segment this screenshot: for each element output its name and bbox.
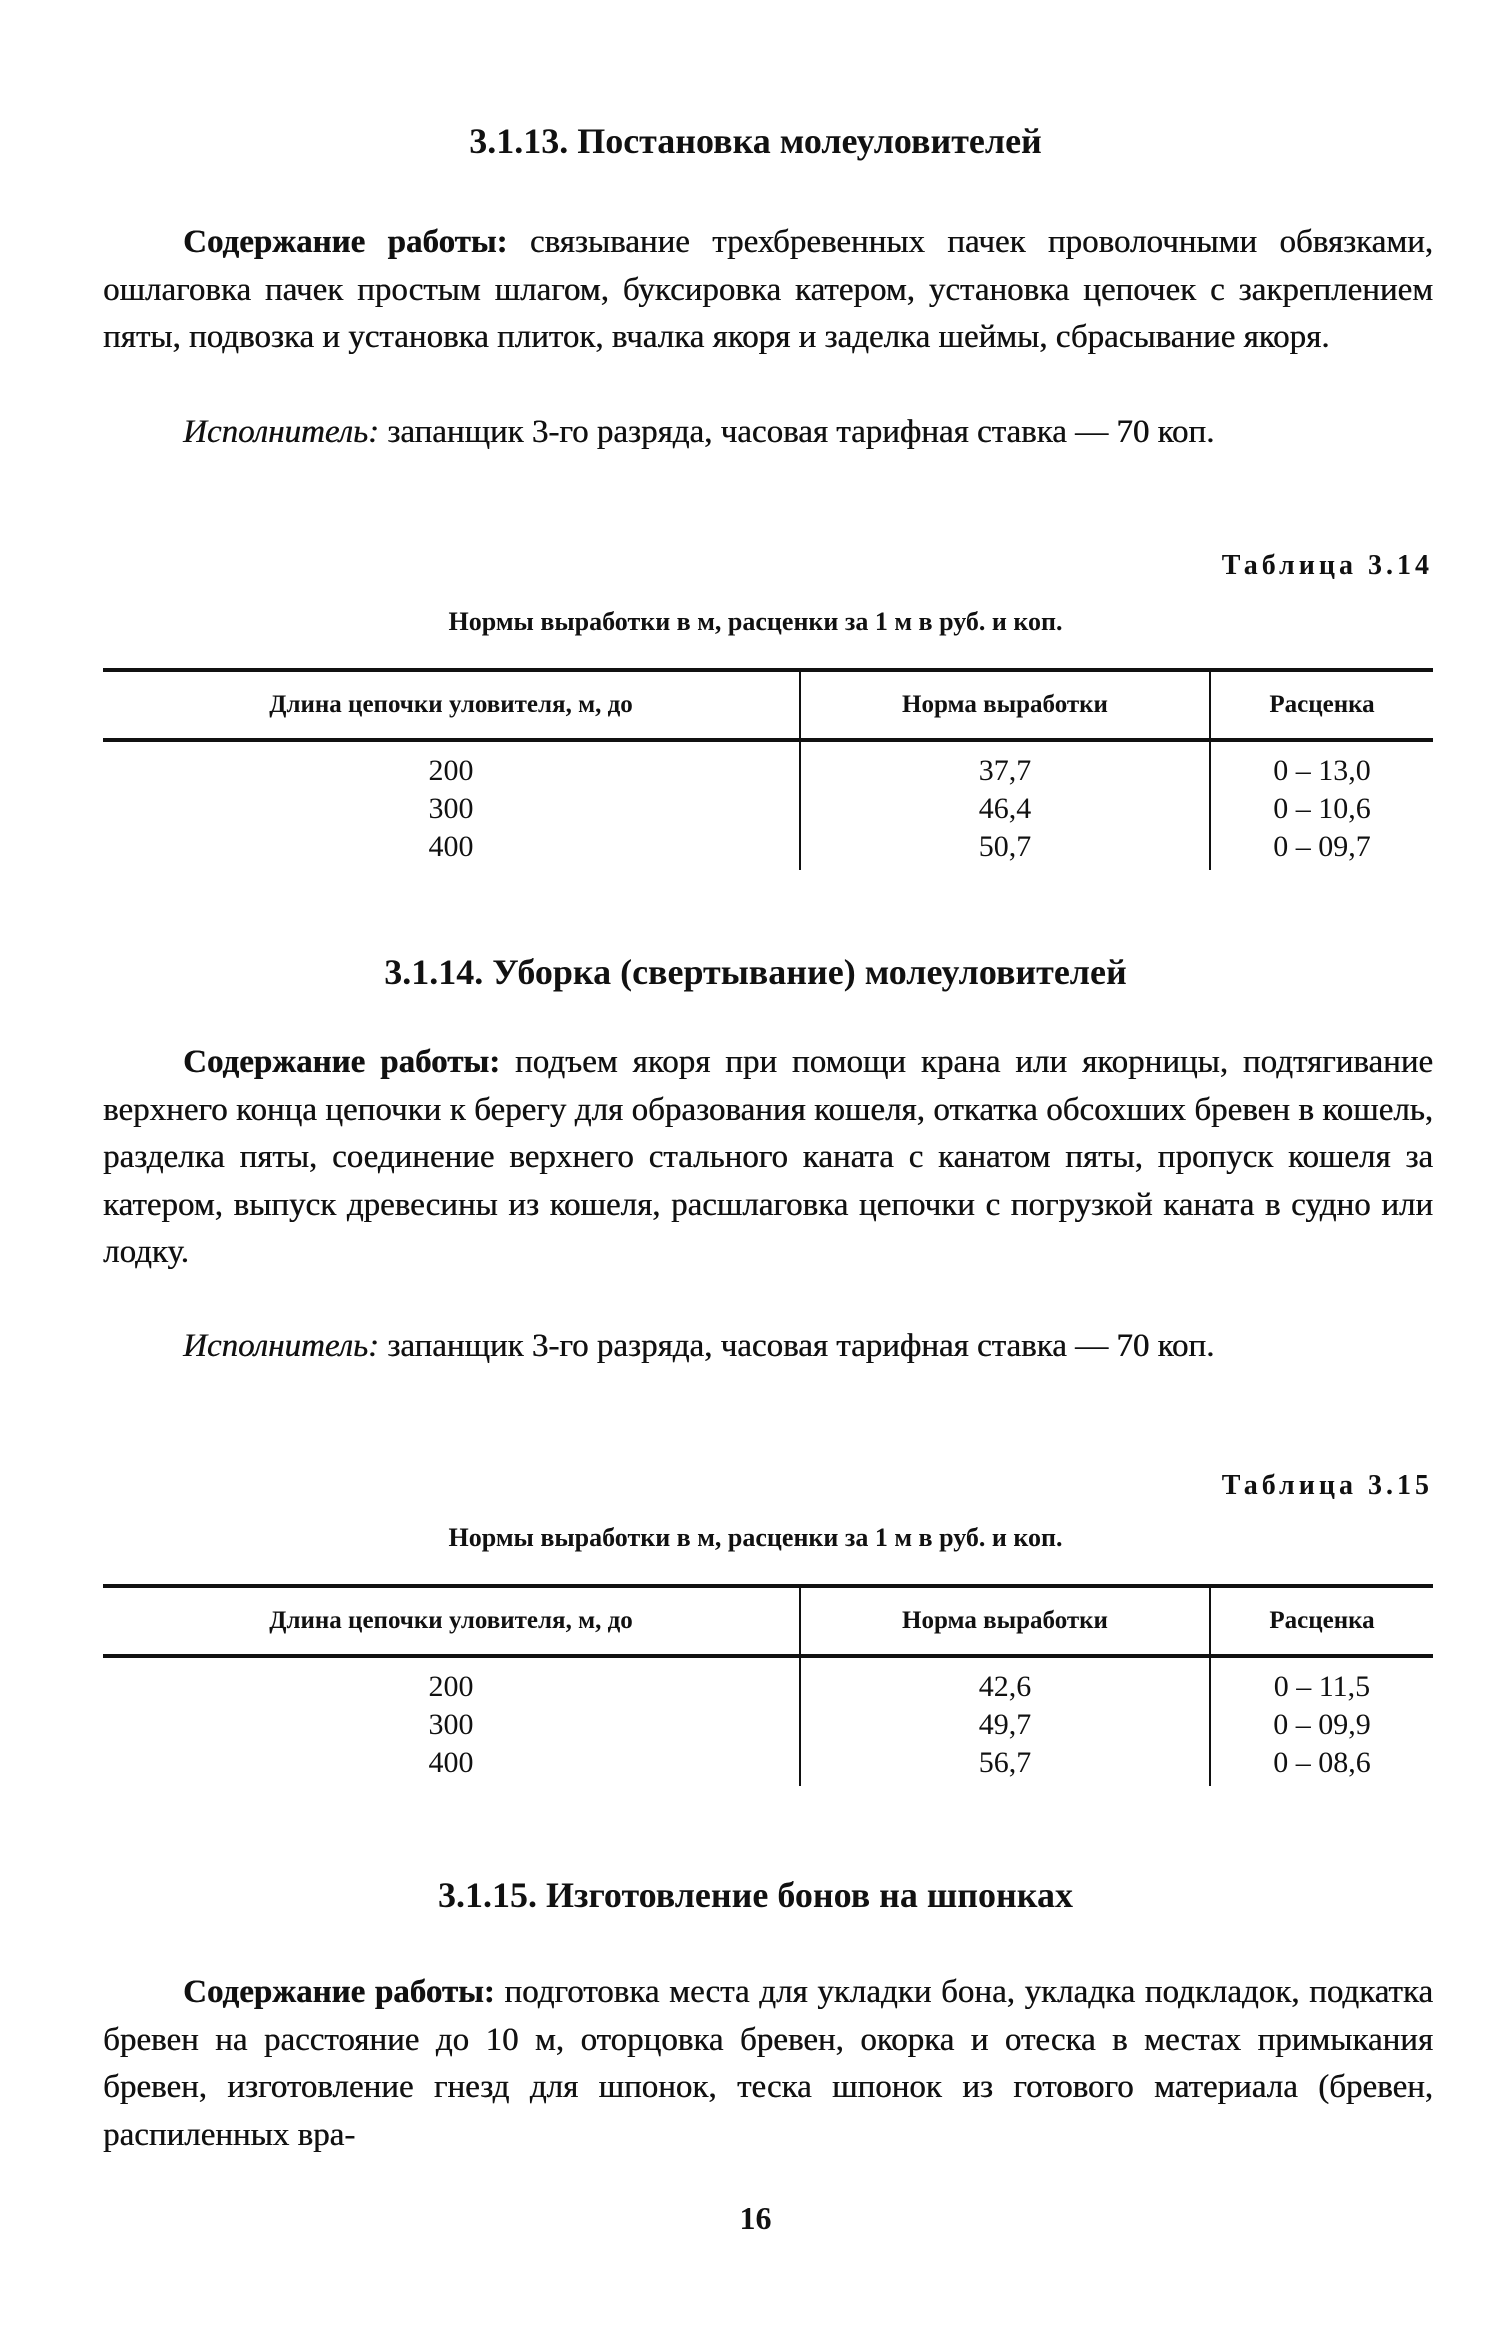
content-text: подъем якоря при помощи крана или якорницы, подтягивание верхнего конца цепочки к берегу для образования кошеля, откатка обсохших бревен в кошель, разделка пяты, соединение верхнего стального каната с канатом пяты, пропуск кошеля за катером, выпуск древесины из кошеля, расшлаговка цепочки с погрузкой каната в судно или лодку. — [103, 1044, 1433, 1270]
table-cell: 0 – 11,5 — [1210, 1656, 1433, 1706]
column-header: Норма выработки — [800, 1586, 1210, 1656]
table-row — [103, 1744, 1433, 1786]
section-executor — [103, 409, 1433, 457]
table-cell: 400 — [428, 1746, 474, 1779]
table-cell: 0 – 09,9 — [1210, 1706, 1433, 1744]
table-caption: Нормы выработки в м, расценки за 1 м в руб. и коп. — [448, 607, 1063, 636]
section-heading: 3.1.13. Постановка молеуловителей — [469, 121, 1042, 161]
table-row — [103, 1656, 1433, 1706]
column-header: Длина цепочки уловителя, м, до — [103, 670, 800, 740]
page-number: 16 — [739, 2200, 772, 2236]
executor-text: запанщик 3-го разряда, часовая тарифная ставка — 70 коп. — [378, 1328, 1215, 1364]
table-row — [103, 740, 1433, 790]
content-label: Содержание работы: — [183, 1044, 501, 1080]
table-row — [103, 828, 1433, 870]
table-cell: 300 — [428, 792, 474, 825]
table-cell: 56,7 — [800, 1744, 1210, 1786]
table-cell: 200 — [428, 1670, 474, 1703]
section-content — [103, 219, 1433, 362]
content-text: подготовка места для укладки бона, укладка подкладок, подкатка бревен на расстояние до 10 м, оторцовка бревен, окорка и отеска в местах примыкания бревен, изготовление гнезд для шпонок, теска шпонок из готового материала (бревен, распиленных вра- — [103, 1974, 1433, 2153]
table-cell: 0 – 08,6 — [1210, 1744, 1433, 1786]
section-heading: 3.1.15. Изготовление бонов на шпонках — [438, 1875, 1073, 1915]
section-content — [103, 1039, 1433, 1277]
executor-label: Исполнитель: — [183, 414, 379, 450]
table-cell: 0 – 10,6 — [1210, 790, 1433, 828]
table-cell: 50,7 — [800, 828, 1210, 870]
content-text: связывание трехбревенных пачек проволочными обвязками, ошлаговка пачек простым шлагом, буксировка катером, установка цепочек с закреплением пяты, подвозка и установка плиток, вчалка якоря и заделка шеймы, сбрасывание якоря. — [103, 224, 1433, 355]
executor-text: запанщик 3-го разряда, часовая тарифная ставка — 70 коп. — [378, 414, 1215, 450]
column-header: Расценка — [1210, 1586, 1433, 1656]
column-header: Длина цепочки уловителя, м, до — [103, 1586, 800, 1656]
table-cell: 300 — [428, 1708, 474, 1741]
content-label: Содержание работы: — [183, 224, 508, 260]
table-cell: 49,7 — [800, 1706, 1210, 1744]
table-cell: 42,6 — [800, 1656, 1210, 1706]
table-row — [103, 790, 1433, 828]
table-label: Таблица 3.14 — [1221, 550, 1433, 581]
table-3-14 — [103, 668, 1433, 870]
table-row — [103, 1706, 1433, 1744]
section-executor — [103, 1323, 1433, 1371]
table-caption: Нормы выработки в м, расценки за 1 м в руб. и коп. — [448, 1523, 1063, 1552]
table-cell: 400 — [428, 830, 474, 863]
table-cell: 46,4 — [800, 790, 1210, 828]
table-label: Таблица 3.15 — [1221, 1470, 1433, 1501]
section-content — [103, 1969, 1433, 2159]
content-label: Содержание работы: — [183, 1974, 495, 2010]
table-cell: 0 – 13,0 — [1210, 740, 1433, 790]
table-cell: 0 – 09,7 — [1210, 828, 1433, 870]
table-cell: 200 — [428, 754, 474, 787]
section-heading: 3.1.14. Уборка (свертывание) молеуловителей — [384, 952, 1127, 992]
executor-label: Исполнитель: — [183, 1328, 379, 1364]
column-header: Расценка — [1210, 670, 1433, 740]
column-header: Норма выработки — [800, 670, 1210, 740]
table-3-15 — [103, 1584, 1433, 1786]
table-cell: 37,7 — [800, 740, 1210, 790]
